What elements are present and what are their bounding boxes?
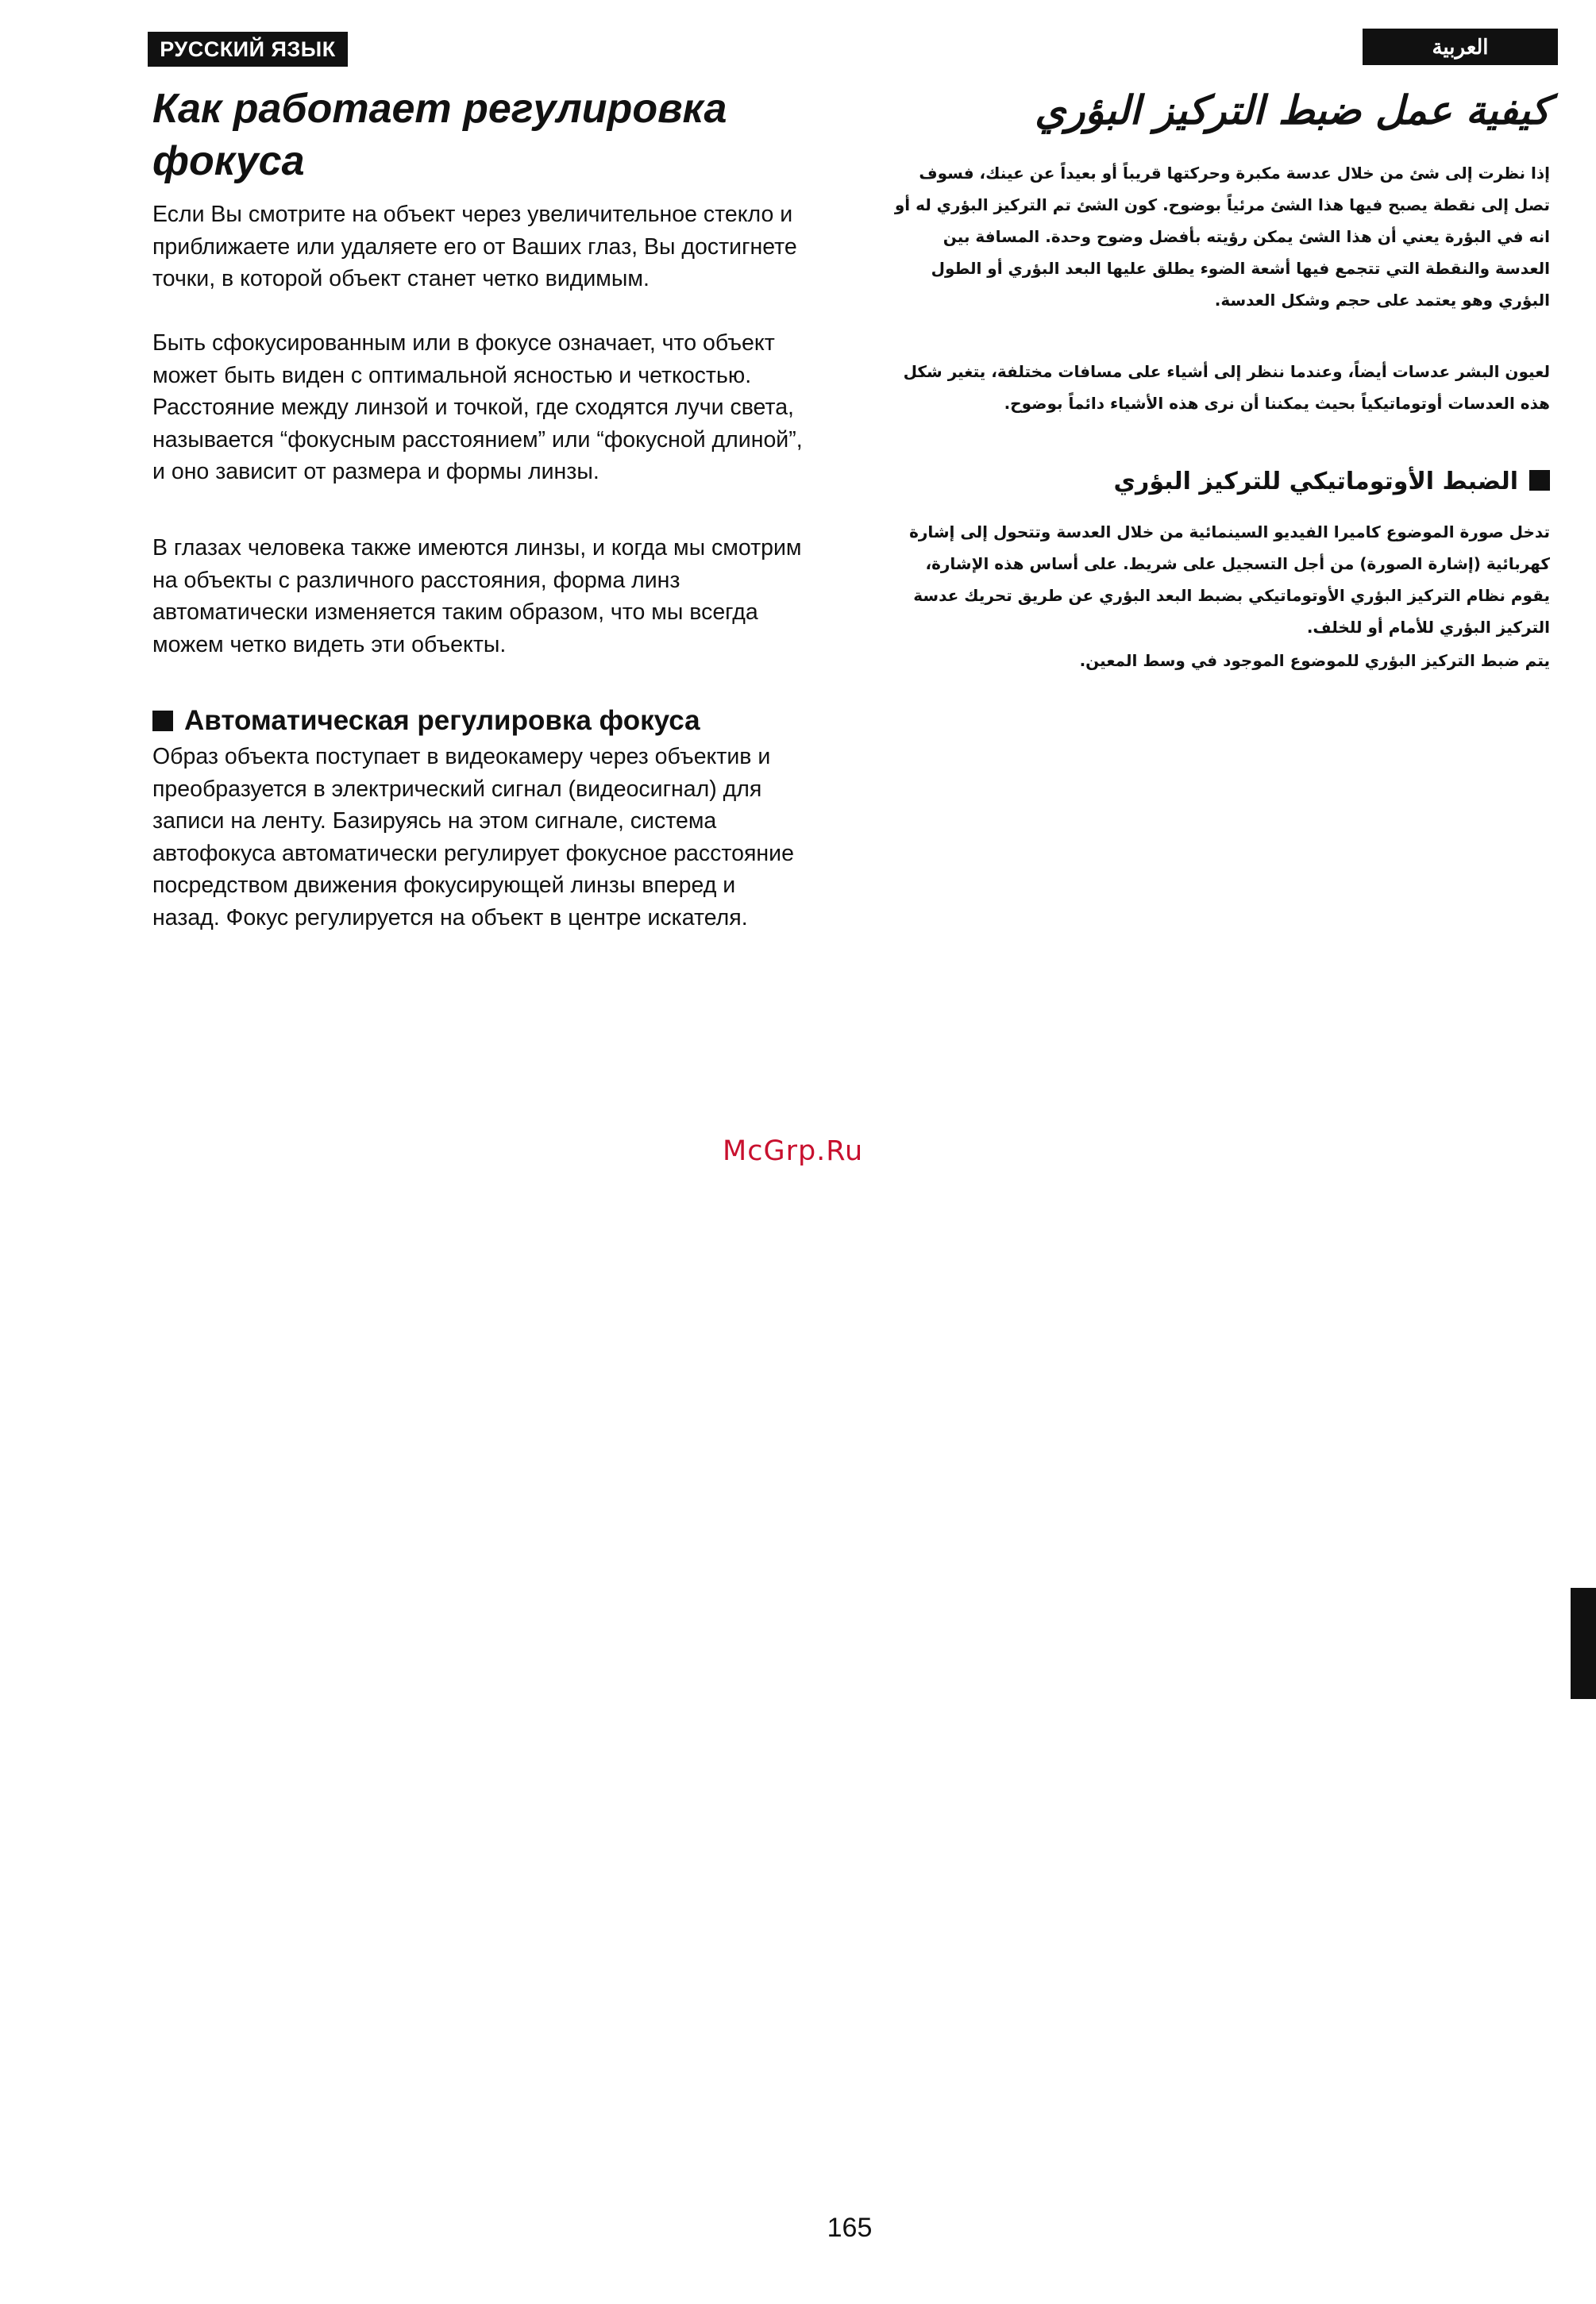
arabic-paragraph-2: لعيون البشر عدسات أيضاً، وعندما ننظر إلى أشياء على مسافات مختلفة، يتغير شكل هذه العدسات أوتوماتيكياً بحيث يمكننا أن نرى هذه الأشياء دائماً بوضوح. xyxy=(903,362,1550,413)
russian-language-tab: РУССКИЙ ЯЗЫК xyxy=(148,32,348,67)
page-number: 165 xyxy=(827,2213,873,2243)
arabic-section-note: يتم ضبط التركيز البؤري للموضوع الموجود في وسط المعين. xyxy=(1079,651,1550,670)
page-edge-tab xyxy=(1571,1588,1596,1699)
watermark: McGrp.Ru xyxy=(723,1135,864,1167)
russian-section-heading xyxy=(152,703,804,739)
arabic-paragraph-1: إذا نظرت إلى شئ من خلال عدسة مكبرة وحركتها قريباً أو بعيداً عن عينك، فسوف تصل إلى نقطة يصبح فيها هذا الشئ مرئياً بوضوح. كون الشئ تم التركيز البؤري له أو انه في البؤرة يعني أن هذا الشئ يمكن رؤيته بأفضل وضوح وحدة. المسافة بين العدسة والنقطة التي تتجمع فيها أشعة الضوء يطلق عليها البعد البؤري أو الطول البؤري وهو يعتمد على حجم وشكل العدسة. xyxy=(894,164,1550,310)
square-bullet-icon xyxy=(152,711,173,731)
russian-paragraph-3: В глазах человека также имеются линзы, и когда мы смотрим на объекты с различного расстояния, форма линз автоматически изменяется таким образом, что мы всегда можем четко видеть эти объекты. xyxy=(152,535,802,657)
russian-section-heading-text: Автоматическая регулировка фокуса xyxy=(184,705,700,736)
russian-section-body: Образ объекта поступает в видеокамеру через объектив и преобразуется в электрический сигнал (видеосигнал) для записи на ленту. Базируясь на этом сигнале, система автофокуса автоматически регулирует фокусное расстояние посредством движения фокусирующей линзы вперед и назад. Фокус регулируется на объект в центре искателя. xyxy=(152,744,794,930)
russian-paragraph-1: Если Вы смотрите на объект через увеличительное стекло и приближаете или удаляете его от Ваших глаз, Вы достигнете точки, в которой объект станет четко видимым. xyxy=(152,202,797,291)
square-bullet-icon xyxy=(1529,470,1550,491)
arabic-section-heading xyxy=(891,464,1550,499)
arabic-section-heading-text: الضبط الأوتوماتيكي للتركيز البؤري xyxy=(1113,468,1518,495)
russian-page-title: Как работает регулировка фокуса xyxy=(152,86,727,184)
arabic-section-body: تدخل صورة الموضوع كاميرا الفيديو السينمائية من خلال العدسة وتتحول إلى إشارة كهربائية (إشارة الصورة) من أجل التسجيل على شريط. على أساس هذه الإشارة، يقوم نظام التركيز البؤري الأوتوماتيكي بضبط البعد البؤري عن طريق تحريك عدسة التركيز البؤري للأمام أو للخلف. xyxy=(909,522,1550,637)
arabic-language-tab: العربية xyxy=(1363,29,1558,65)
russian-paragraph-2: Быть сфокусированным или в фокусе означает, что объект может быть виден с оптимальной ясностью и четкостью. Расстояние между линзой и точкой, где сходятся лучи света, называется “фокусным расстоянием” или “фокусной длиной”, и оно зависит от размера и формы линзы. xyxy=(152,330,803,484)
arabic-page-title: كيفية عمل ضبط التركيز البؤري xyxy=(1035,87,1550,133)
